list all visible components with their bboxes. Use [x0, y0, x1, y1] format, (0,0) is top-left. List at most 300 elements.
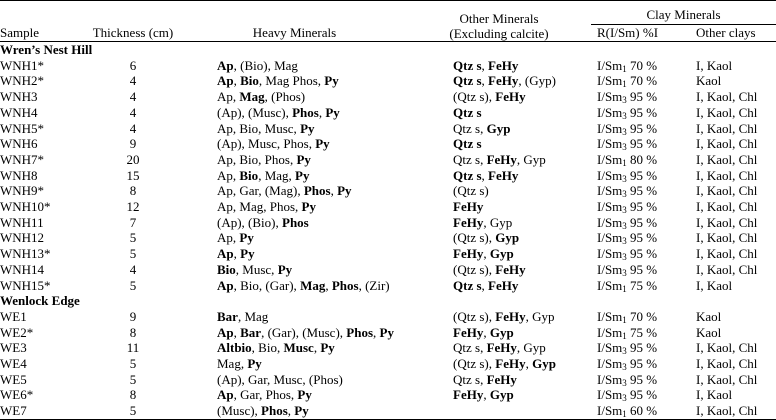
mineral-text: , (Phos): [264, 89, 306, 105]
cell-thickness: 4: [129, 120, 137, 136]
mineral-text: FeHy: [495, 89, 526, 105]
cell-thickness: 5: [129, 277, 137, 293]
cell-sample: WNH10*: [0, 199, 51, 215]
header-sample: Sample: [0, 25, 39, 41]
cell-other-minerals: [407, 73, 591, 89]
mineral-text: Qtz s,: [453, 151, 487, 167]
clay-ris-label: I/Sm: [597, 277, 623, 293]
cell-clay-ris: [591, 278, 696, 294]
clay-ris-ordering: 1: [622, 63, 627, 74]
mineral-text: Ap, Mag, Phos,: [217, 199, 302, 215]
clay-ris-percent: 95 %: [626, 230, 658, 246]
cell-thickness: 12: [126, 199, 140, 215]
cell-thickness: 8: [129, 324, 137, 340]
cell-heavy-minerals: [182, 89, 407, 105]
mineral-text: ,: [483, 387, 490, 403]
cell-sample: WE2*: [0, 324, 34, 340]
cell-other-minerals: [407, 152, 591, 168]
mineral-text: Phos: [331, 277, 359, 293]
mineral-text: Py: [294, 403, 309, 419]
clay-ris-percent: 70 %: [626, 73, 658, 89]
cell-clay-ris: [591, 89, 696, 105]
cell-sample: WNH8: [0, 167, 38, 183]
table-row: [0, 387, 776, 403]
mineral-text: Py: [297, 387, 312, 403]
cell-heavy-minerals: [182, 309, 407, 325]
cell-sample: WE3: [0, 340, 27, 356]
section-row: [0, 293, 776, 309]
cell-clay-ris: [591, 136, 696, 152]
cell-clay-ris: [591, 325, 696, 341]
mineral-text: , (Bio), Mag: [233, 57, 298, 73]
cell-other-minerals: [407, 262, 591, 278]
cell-other-minerals: [407, 89, 591, 105]
table-row: [0, 121, 776, 137]
mineral-text: FeHy: [488, 167, 519, 183]
cell-other-clays: I, Kaol, Chl: [696, 246, 758, 262]
cell-other-clays: I, Kaol: [696, 57, 733, 73]
clay-ris-percent: 95 %: [626, 371, 658, 387]
clay-ris-percent: 80 %: [626, 151, 658, 167]
table-row: [0, 278, 776, 294]
section-row: [0, 42, 776, 58]
mineral-text: Ap, Gar, (Mag),: [217, 183, 304, 199]
clay-ris-label: I/Sm: [597, 230, 623, 246]
mineral-text: (Qtz s): [453, 183, 489, 199]
table-row: [0, 340, 776, 356]
clay-ris-percent: 95 %: [626, 246, 658, 262]
mineral-text: Phos: [303, 183, 331, 199]
cell-other-clays: I, Kaol, Chl: [696, 120, 758, 136]
mineral-text: (Qtz s),: [453, 89, 496, 105]
clay-ris-percent: 75 %: [626, 277, 658, 293]
mineral-text: Qtz s: [453, 277, 482, 293]
table-row: [0, 89, 776, 105]
cell-thickness: 4: [129, 261, 137, 277]
clay-ris-ordering: 1: [622, 79, 627, 90]
header-other-clays: Other clays: [696, 25, 756, 41]
cell-sample: WNH11: [0, 214, 44, 230]
cell-heavy-minerals: [182, 278, 407, 294]
table-row: [0, 246, 776, 262]
mineral-text: , (Gyp): [518, 73, 556, 89]
mineral-text: , Mag,: [258, 167, 296, 183]
cell-clay-ris: [591, 105, 696, 121]
clay-ris-label: I/Sm: [597, 136, 623, 152]
clay-ris-ordering: 3: [622, 346, 627, 357]
mineral-text: (Qtz s),: [453, 230, 496, 246]
cell-heavy-minerals: [182, 183, 407, 199]
mineral-text: Qtz s: [453, 104, 482, 120]
cell-clay-ris: [591, 309, 696, 325]
cell-other-minerals: [407, 183, 591, 199]
mineral-text: Ap: [217, 387, 234, 403]
cell-clay-ris: [591, 262, 696, 278]
table-row: [0, 215, 776, 231]
cell-clay-ris: [591, 340, 696, 356]
cell-sample: WNH7*: [0, 151, 45, 167]
clay-ris-label: I/Sm: [597, 246, 623, 262]
clay-ris-label: I/Sm: [597, 308, 623, 324]
clay-ris-ordering: 3: [622, 205, 627, 216]
cell-other-clays: I, Kaol, Chl: [696, 183, 758, 199]
table-body: [0, 42, 776, 420]
table-row: [0, 136, 776, 152]
cell-clay-ris: [591, 58, 696, 74]
mineral-text: Qtz s,: [453, 120, 487, 136]
table-row: [0, 105, 776, 121]
mineral-text: FeHy: [486, 151, 517, 167]
cell-clay-ris: [591, 387, 696, 403]
mineral-text: Gyp: [489, 246, 514, 262]
clay-ris-label: I/Sm: [597, 199, 623, 215]
section-title: Wenlock Edge: [0, 293, 80, 309]
cell-other-minerals: [407, 309, 591, 325]
cell-other-minerals: [407, 325, 591, 341]
clay-ris-label: I/Sm: [597, 261, 623, 277]
clay-ris-percent: 95 %: [626, 104, 658, 120]
clay-ris-ordering: 3: [622, 142, 627, 153]
cell-thickness: 4: [129, 104, 137, 120]
clay-ris-percent: 95 %: [626, 340, 658, 356]
clay-ris-label: I/Sm: [597, 73, 623, 89]
clay-ris-ordering: 3: [622, 110, 627, 121]
cell-thickness: 4: [129, 89, 137, 105]
mineral-text: Py: [239, 230, 254, 246]
mineral-text: Qtz s: [453, 73, 482, 89]
cell-other-clays: I, Kaol, Chl: [696, 371, 758, 387]
cell-other-clays: I, Kaol: [696, 277, 733, 293]
cell-thickness: 4: [129, 73, 137, 89]
mineral-text: Qtz s: [453, 136, 482, 152]
clay-ris-ordering: 3: [622, 393, 627, 404]
mineral-text: FeHy: [488, 277, 519, 293]
cell-sample: WNH12: [0, 230, 45, 246]
clay-ris-percent: 70 %: [626, 57, 658, 73]
cell-clay-ris: [591, 73, 696, 89]
mineral-text: , Gyp: [516, 151, 546, 167]
cell-thickness: 5: [129, 403, 137, 419]
mineral-text: Bar: [240, 324, 262, 340]
mineral-text: Phos: [261, 403, 288, 419]
cell-thickness: 5: [129, 246, 137, 262]
clay-ris-ordering: 1: [622, 314, 627, 325]
clay-ris-ordering: 3: [622, 236, 627, 247]
cell-other-clays: Kaol: [696, 73, 722, 89]
mineral-text: Bio: [217, 261, 236, 277]
cell-other-clays: I, Kaol, Chl: [696, 151, 758, 167]
cell-heavy-minerals: [182, 372, 407, 388]
table-row: [0, 372, 776, 388]
mineral-text: Py: [300, 120, 315, 136]
mineral-text: ,: [481, 167, 489, 183]
cell-clay-ris: [591, 152, 696, 168]
header-clay-minerals: Clay Minerals: [591, 1, 776, 25]
header-heavy-minerals: Heavy Minerals: [252, 25, 337, 41]
table-row: [0, 325, 776, 341]
mineral-text: Py: [296, 151, 311, 167]
clay-ris-label: I/Sm: [597, 371, 623, 387]
mineral-text: Ap,: [217, 89, 240, 105]
mineral-text: (Ap), Gar, Musc, (Phos): [217, 371, 343, 387]
mineral-text: ,: [481, 73, 489, 89]
header-other-line2: (Excluding calcite): [449, 26, 549, 41]
mineral-text: ,: [483, 324, 490, 340]
clay-ris-ordering: 3: [622, 267, 627, 278]
mineral-text: FeHy: [495, 308, 526, 324]
table-row: [0, 183, 776, 199]
cell-heavy-minerals: [182, 73, 407, 89]
mineral-text: FeHy: [453, 246, 484, 262]
mineral-text: FeHy: [486, 371, 517, 387]
table-row: [0, 403, 776, 419]
cell-other-minerals: [407, 121, 591, 137]
mineral-text: Py: [295, 167, 310, 183]
table-row: [0, 199, 776, 215]
mineral-text: Ap,: [217, 230, 240, 246]
cell-heavy-minerals: [182, 105, 407, 121]
mineral-text: Mag: [300, 277, 326, 293]
cell-clay-ris: [591, 372, 696, 388]
cell-other-clays: I, Kaol: [696, 387, 733, 403]
cell-sample: WNH9*: [0, 183, 45, 199]
mineral-text: (Musc),: [217, 403, 262, 419]
cell-clay-ris: [591, 230, 696, 246]
cell-thickness: 8: [129, 183, 137, 199]
table-row: [0, 152, 776, 168]
cell-heavy-minerals: [182, 121, 407, 137]
cell-other-clays: I, Kaol, Chl: [696, 214, 758, 230]
clay-ris-percent: 95 %: [626, 183, 658, 199]
cell-other-clays: I, Kaol, Chl: [696, 167, 758, 183]
mineral-text: ,: [233, 324, 241, 340]
cell-heavy-minerals: [182, 152, 407, 168]
mineral-text: (Qtz s),: [453, 261, 496, 277]
mineral-text: Phos: [292, 104, 319, 120]
cell-other-minerals: [407, 230, 591, 246]
mineral-text: , (Zir): [358, 277, 390, 293]
clay-ris-label: I/Sm: [597, 387, 623, 403]
mineral-text: Mag,: [217, 356, 248, 372]
mineral-text: Py: [315, 136, 330, 152]
cell-other-clays: I, Kaol, Chl: [696, 89, 758, 105]
mineral-text: Qtz s,: [453, 371, 487, 387]
clay-ris-ordering: 3: [622, 220, 627, 231]
cell-heavy-minerals: [182, 340, 407, 356]
clay-ris-ordering: 1: [622, 157, 627, 168]
clay-ris-percent: 95 %: [626, 89, 658, 105]
cell-other-clays: I, Kaol, Chl: [696, 403, 758, 419]
clay-ris-percent: 70 %: [626, 308, 658, 324]
mineral-text: Gyp: [495, 230, 520, 246]
mineral-text: Ap: [217, 277, 234, 293]
mineral-text: Gyp: [489, 324, 514, 340]
table-row: [0, 73, 776, 89]
mineral-text: FeHy: [495, 261, 526, 277]
cell-heavy-minerals: [182, 168, 407, 184]
mineral-text: Gyp: [489, 387, 514, 403]
cell-other-clays: I, Kaol, Chl: [696, 230, 758, 246]
cell-other-minerals: [407, 246, 591, 262]
clay-ris-ordering: 3: [622, 252, 627, 263]
mineral-text: FeHy: [453, 199, 484, 215]
mineral-text: Py: [320, 340, 335, 356]
cell-sample: WNH15*: [0, 277, 51, 293]
cell-thickness: 5: [129, 356, 137, 372]
clay-ris-ordering: 1: [622, 409, 627, 420]
table-row: [0, 58, 776, 74]
mineral-text: Qtz s: [453, 167, 482, 183]
mineral-text: (Ap), Musc, Phos,: [217, 136, 316, 152]
cell-other-minerals: [407, 372, 591, 388]
cell-sample: WE7: [0, 403, 27, 419]
mineral-text: ,: [330, 183, 338, 199]
mineral-text: Bar: [217, 308, 238, 324]
cell-other-clays: Kaol: [696, 308, 722, 324]
mineral-text: , Musc,: [235, 261, 278, 277]
mineral-text: ,: [481, 57, 489, 73]
cell-other-clays: Kaol: [696, 324, 722, 340]
cell-other-minerals: [407, 136, 591, 152]
header-other-minerals: [407, 1, 591, 42]
cell-clay-ris: [591, 121, 696, 137]
clay-ris-label: I/Sm: [597, 167, 623, 183]
mineral-text: Py: [247, 356, 262, 372]
cell-clay-ris: [591, 183, 696, 199]
cell-other-clays: I, Kaol, Chl: [696, 104, 758, 120]
cell-thickness: 7: [129, 214, 137, 230]
mineral-text: Ap: [217, 246, 234, 262]
cell-clay-ris: [591, 246, 696, 262]
mineral-text: (Qtz s),: [453, 356, 496, 372]
cell-sample: WE6*: [0, 387, 34, 403]
clay-ris-ordering: 3: [622, 95, 627, 106]
mineral-text: , Gyp: [525, 308, 555, 324]
mineral-text: Ap: [217, 324, 234, 340]
mineral-text: Py: [324, 73, 339, 89]
cell-clay-ris: [591, 199, 696, 215]
cell-other-clays: I, Kaol, Chl: [696, 199, 758, 215]
clay-ris-label: I/Sm: [597, 120, 623, 136]
cell-thickness: 9: [129, 308, 137, 324]
mineral-text: Py: [277, 261, 293, 277]
mineral-text: FeHy: [486, 340, 517, 356]
clay-ris-percent: 95 %: [626, 261, 658, 277]
mineral-text: (Ap), (Bio),: [217, 214, 282, 230]
clay-ris-percent: 95 %: [626, 167, 658, 183]
mineral-text: FeHy: [488, 57, 519, 73]
mineral-text: ,: [233, 73, 241, 89]
cell-thickness: 15: [126, 167, 140, 183]
cell-other-minerals: [407, 58, 591, 74]
table-row: [0, 356, 776, 372]
clay-ris-label: I/Sm: [597, 183, 623, 199]
mineral-text: ,: [483, 246, 490, 262]
mineral-text: Bio: [239, 167, 259, 183]
cell-thickness: 20: [126, 151, 140, 167]
cell-thickness: 11: [126, 340, 140, 356]
clay-ris-percent: 95 %: [626, 199, 658, 215]
clay-ris-label: I/Sm: [597, 403, 623, 419]
cell-sample: WNH1*: [0, 57, 45, 73]
cell-clay-ris: [591, 168, 696, 184]
cell-heavy-minerals: [182, 262, 407, 278]
mineral-text: , Bio, (Gar),: [233, 277, 301, 293]
mineral-text: FeHy: [453, 214, 484, 230]
mineral-text: Py: [325, 104, 340, 120]
cell-clay-ris: [591, 215, 696, 231]
mineral-text: (Qtz s),: [453, 308, 496, 324]
clay-ris-label: I/Sm: [597, 324, 623, 340]
cell-thickness: 8: [129, 387, 137, 403]
cell-other-clays: I, Kaol, Chl: [696, 340, 758, 356]
clay-ris-label: I/Sm: [597, 214, 623, 230]
mineral-text: Gyp: [532, 356, 556, 372]
clay-ris-percent: 95 %: [626, 120, 658, 136]
mineral-text: Qtz s,: [453, 340, 487, 356]
clay-ris-percent: 95 %: [626, 136, 658, 152]
clay-ris-ordering: 3: [622, 173, 627, 184]
mineral-text: ,: [373, 324, 380, 340]
cell-sample: WNH3: [0, 89, 38, 105]
table-row: [0, 262, 776, 278]
mineral-text: Py: [240, 246, 255, 262]
cell-other-minerals: [407, 278, 591, 294]
mineral-text: ,: [481, 277, 489, 293]
mineral-text: , Gyp: [516, 340, 546, 356]
mineral-text: ,: [233, 246, 241, 262]
mineral-text: , Bio,: [251, 340, 284, 356]
clay-ris-ordering: 1: [622, 330, 627, 341]
mineral-text: , Mag: [237, 308, 269, 324]
clay-ris-ordering: 3: [622, 377, 627, 388]
cell-heavy-minerals: [182, 387, 407, 403]
mineral-text: Ap, Bio, Musc,: [217, 120, 301, 136]
table-row: [0, 309, 776, 325]
mineral-text: FeHy: [453, 387, 484, 403]
mineral-text: Qtz s: [453, 57, 482, 73]
mineral-text: Ap: [217, 57, 234, 73]
cell-other-minerals: [407, 387, 591, 403]
clay-ris-ordering: 3: [622, 362, 627, 373]
header-other-line1: Other Minerals: [459, 11, 539, 26]
table-header: [0, 1, 776, 42]
section-title: Wren’s Nest Hill: [0, 42, 93, 57]
clay-ris-percent: 60 %: [626, 403, 658, 419]
cell-sample: WNH14: [0, 261, 45, 277]
cell-heavy-minerals: [182, 325, 407, 341]
clay-ris-ordering: 3: [622, 126, 627, 137]
cell-other-minerals: [407, 403, 591, 419]
cell-thickness: 5: [129, 371, 137, 387]
cell-clay-ris: [591, 403, 696, 419]
cell-other-minerals: [407, 340, 591, 356]
mineral-text: , Mag Phos,: [258, 73, 325, 89]
cell-heavy-minerals: [182, 199, 407, 215]
clay-ris-percent: 95 %: [626, 214, 658, 230]
mineral-text: ,: [318, 104, 326, 120]
clay-ris-label: I/Sm: [597, 151, 623, 167]
cell-thickness: 9: [129, 136, 137, 152]
cell-other-clays: I, Kaol, Chl: [696, 136, 758, 152]
mineral-text: Phos: [346, 324, 374, 340]
cell-heavy-minerals: [182, 215, 407, 231]
clay-ris-ordering: 3: [622, 189, 627, 200]
mineral-text: Bio: [240, 73, 259, 89]
cell-sample: WNH4: [0, 104, 38, 120]
clay-ris-label: I/Sm: [597, 57, 623, 73]
cell-other-minerals: [407, 356, 591, 372]
